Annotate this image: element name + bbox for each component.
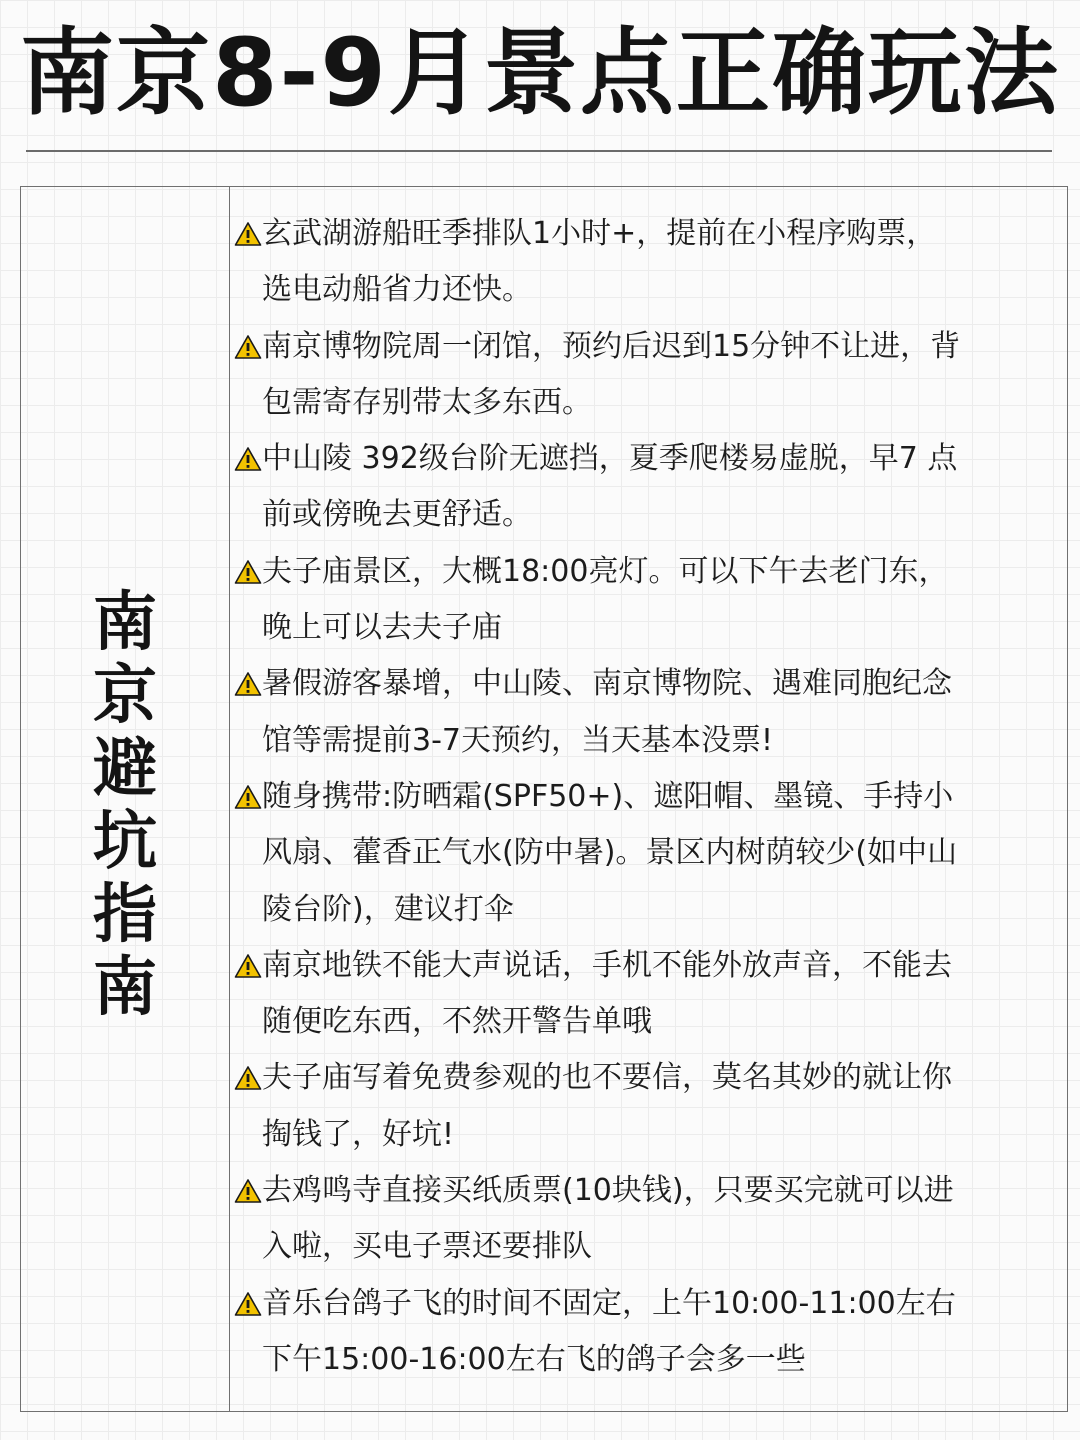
tips-list (230, 187, 1067, 1411)
tip-item (234, 544, 1067, 657)
title-divider (26, 150, 1052, 152)
tip-line: 随身携带:防晒霜(SPF50+)、遮阳帽、墨镜、手持小 (262, 778, 954, 814)
tip-line: 入啦，买电子票还要排队 (262, 1229, 592, 1265)
side-column (21, 187, 230, 1411)
tip-line: 南京博物院周一闭馆，预约后迟到15分钟不让进，背 (262, 328, 961, 364)
warning-icon (234, 221, 262, 247)
tip-line: 下午15:00-16:00左右飞的鸽子会多一些 (262, 1341, 806, 1377)
side-heading: 南京避坑指南 (93, 586, 157, 1025)
warning-icon (234, 784, 262, 810)
tip-line: 音乐台鸽子飞的时间不固定，上午10:00-11:00左右 (262, 1285, 956, 1321)
tip-item (234, 769, 1067, 938)
tip-line: 掏钱了，好坑! (262, 1116, 455, 1152)
tip-line: 暑假游客暴增，中山陵、南京博物院、遇难同胞纪念 (262, 666, 952, 702)
warning-icon (234, 1065, 262, 1091)
tip-item (234, 319, 1067, 432)
tip-line: 风扇、藿香正气水(防中暑)。景区内树荫较少(如中山 (262, 835, 958, 871)
tip-line: 陵台阶)，建议打伞 (262, 891, 514, 927)
tip-line: 中山陵 392级台阶无遮挡，夏季爬楼易虚脱，早7 点 (262, 441, 958, 477)
warning-icon (234, 1291, 262, 1317)
guide-table (20, 186, 1068, 1412)
tip-item (234, 431, 1067, 544)
tip-item (234, 206, 1067, 319)
tip-item (234, 1276, 1067, 1389)
warning-icon (234, 953, 262, 979)
tip-item (234, 1163, 1067, 1276)
tip-item (234, 656, 1067, 769)
tip-item (234, 1050, 1067, 1163)
tip-line: 选电动船省力还快。 (262, 272, 532, 308)
tip-line: 馆等需提前3-7天预约，当天基本没票! (262, 722, 774, 758)
tip-line: 去鸡鸣寺直接买纸质票(10块钱)，只要买完就可以进 (262, 1173, 954, 1209)
warning-icon (234, 671, 262, 697)
page-title: 南京8-9月景点正确玩法 (20, 19, 1060, 128)
warning-icon (234, 334, 262, 360)
tip-line: 夫子庙景区，大概18:00亮灯。可以下午去老门东， (262, 553, 949, 589)
tip-line: 玄武湖游船旺季排队1小时+，提前在小程序购票， (262, 216, 937, 251)
tip-line: 包需寄存别带太多东西。 (262, 384, 592, 420)
tip-line: 南京地铁不能大声说话，手机不能外放声音，不能去 (262, 947, 952, 983)
tip-line: 夫子庙写着免费参观的也不要信，莫名其妙的就让你 (262, 1060, 952, 1096)
warning-icon (234, 1178, 262, 1204)
tip-line: 晚上可以去夫子庙 (262, 610, 502, 646)
tip-item (234, 938, 1067, 1051)
warning-icon (234, 446, 262, 472)
tip-line: 前或傍晚去更舒适。 (262, 497, 532, 533)
warning-icon (234, 559, 262, 585)
tip-line: 随便吃东西，不然开警告单哦 (262, 1004, 652, 1040)
